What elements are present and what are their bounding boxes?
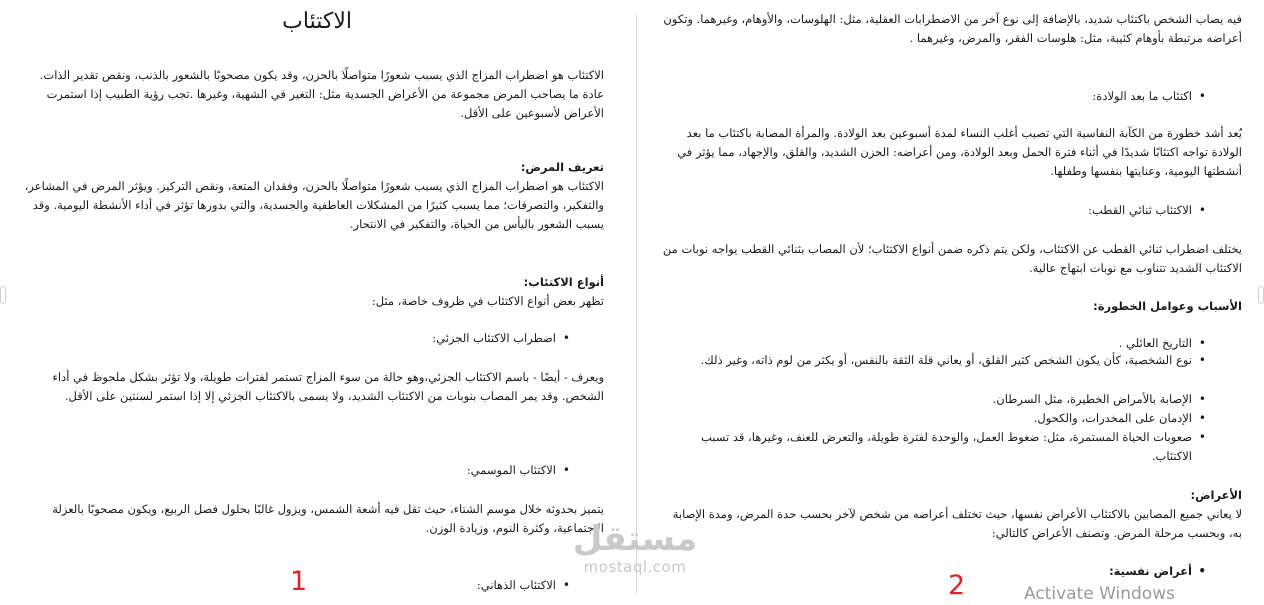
cause-item: • صعوبات الحياة المستمرة، مثل: ضغوط العمل، والوحدة لفترة طويلة، والتعرض للعنف، وغيرها، قد تسبب الاكتئاب. [682, 428, 1206, 466]
cause-item: • نوع الشخصية، كأن يكون الشخص كثير القلق، أو يعاني قلة الثقة بالنفس، أو يكثر من لوم ذاته، وغير ذلك. [682, 353, 1206, 368]
watermark-arabic: مستقل [572, 519, 698, 559]
document-page-2 [660, 0, 1242, 605]
watermark-latin: mostaql.com [583, 558, 687, 576]
partial-depression-paragraph: ويعرف - أيضًا - باسم الاكتئاب الجزئي،وهو حالة من سوء المزاج تستمر لفترات طويلة، ولا تؤثر بشكل ملحوظ في أداء الشخص. وقد يمر المصاب بنوبات من الاكتئاب الشديد، ولا يسمى بالاكتئاب الجزئي إلا إذا استمر لسنتين على الأقل. [52, 370, 604, 403]
definition-heading: تعريف المرض: [520, 160, 604, 174]
mostaql-watermark [560, 520, 710, 576]
page-divider [636, 14, 637, 594]
seasonal-depression-paragraph: يتميز بحدوثه خلال موسم الشتاء، حيث تقل فيه أشعة الشمس، ويزول غالبًا بحلول فصل الربيع، ويكون مصحوبًا بالعزلة الاجتماعية، وكثرة النوم، وزيادة الوزن. [52, 502, 604, 535]
activate-windows-overlay: Activate Windows [1024, 584, 1175, 604]
bipolar-paragraph: يختلف اضطراب ثنائي القطب عن الاكتئاب، ولكن يتم ذكره ضمن أنواع الاكتئاب؛ لأن المصاب بثنائي القطب يواجه نوبات من الاكتئاب الشديد تتناوب مع نوبات ابتهاج عالية. [662, 242, 1242, 275]
document-page-1 [20, 0, 604, 605]
types-intro: تظهر بعض أنواع الاكتئاب في ظروف خاصة، مثل: [371, 294, 604, 308]
postpartum-paragraph: يُعد أشد خطورة من الكآبة النفاسية التي تصيب أغلب النساء لمدة أسبوعين بعد الولادة. والمرأة المصابة باكتئاب ما بعد الولادة تواجه اكتئابًا شديدًا في أثناء فترة الحمل وبعد الولادة، ومن أعراضه: الحزن الشديد، والقلق، والإجهاد، مما يؤثر في أنشطتها اليومية، وعنايتها بنفسها وطفلها. [677, 126, 1242, 178]
types-heading: أنواع الاكتئاب: [523, 275, 604, 289]
symptoms-paragraph: لا يعاني جميع المصابين بالاكتئاب الأعراض نفسها، حيث تختلف أعراضه من شخص لآخر بحسب حدة المرض، ومدة الإصابة به، وبحسب مرحلة المرض. وتصنف الأعراض كالتالي: [672, 507, 1242, 540]
right-edge-marker [1258, 286, 1264, 304]
page-number-annotation-2: 2 [948, 570, 966, 601]
bullet-seasonal-depression: • الاكتئاب الموسمي: [467, 461, 570, 480]
symptoms-heading: الأعراض: [1190, 488, 1242, 502]
definition-paragraph: الاكتئاب هو اضطراب المزاج الذي يسبب شعورًا متواصلًا بالحزن، وفقدان المتعة، ونقص التركيز. ويؤثر المرض في المشاعر، والتفكير، والتصرفات؛ مما يسبب كثيرًا من المشكلات العاطفية والجسدية، والتي بدورها تؤثر في أداء الأنشطة اليومية. وقد يسبب الشعور باليأس من الحياة، والتفكير في الانتحار. [24, 179, 604, 231]
psychotic-depression-paragraph: فيه يصاب الشخص باكتئاب شديد، بالإضافة إلى نوع آخر من الاضطرابات العقلية، مثل: الهلوسات، والأوهام، وغيرهما. وتكون أعراضه مرتبطة بأوهام كئيبة، مثل: هلوسات الفقر، والمرض، وغيرهما . [663, 12, 1242, 45]
bullet-psychological-symptoms: • أعراض نفسية: [1109, 562, 1206, 581]
causes-heading: الأسباب وعوامل الخطورة: [1093, 299, 1242, 313]
left-edge-marker [0, 286, 6, 304]
document-title: الاكتئاب [282, 9, 352, 34]
bullet-partial-depression: • اضطراب الاكتئاب الجزئي: [432, 329, 570, 348]
cause-item: • الإدمان على المخدرات، والكحول. [682, 409, 1206, 428]
cause-item: • الإصابة بالأمراض الخطيرة، مثل السرطان. [682, 390, 1206, 409]
bullet-psychotic-depression: • الاكتئاب الذهاني: [477, 576, 570, 595]
bullet-postpartum-depression: • اكتئاب ما بعد الولادة: [1092, 87, 1206, 106]
bullet-bipolar-depression: • الاكتئاب ثنائي القطب: [1088, 201, 1206, 220]
intro-paragraph: الاكتئاب هو اضطراب المزاج الذي يسبب شعورًا متواصلًا بالحزن، وقد يكون مصحوبًا بالشعور بالذنب، ونقص تقدير الذات. عادة ما يصاحب المرض مجموعة من الأعراض الجسدية مثل: التغير في الشهية، وغيرها .تجب رؤية الطبيب إذا استمرت الأعراض لأسبوعين على الأقل. [39, 68, 604, 120]
page-number-annotation-1: 1 [290, 566, 308, 597]
cause-item: • التاريخ العائلي . [682, 334, 1206, 353]
